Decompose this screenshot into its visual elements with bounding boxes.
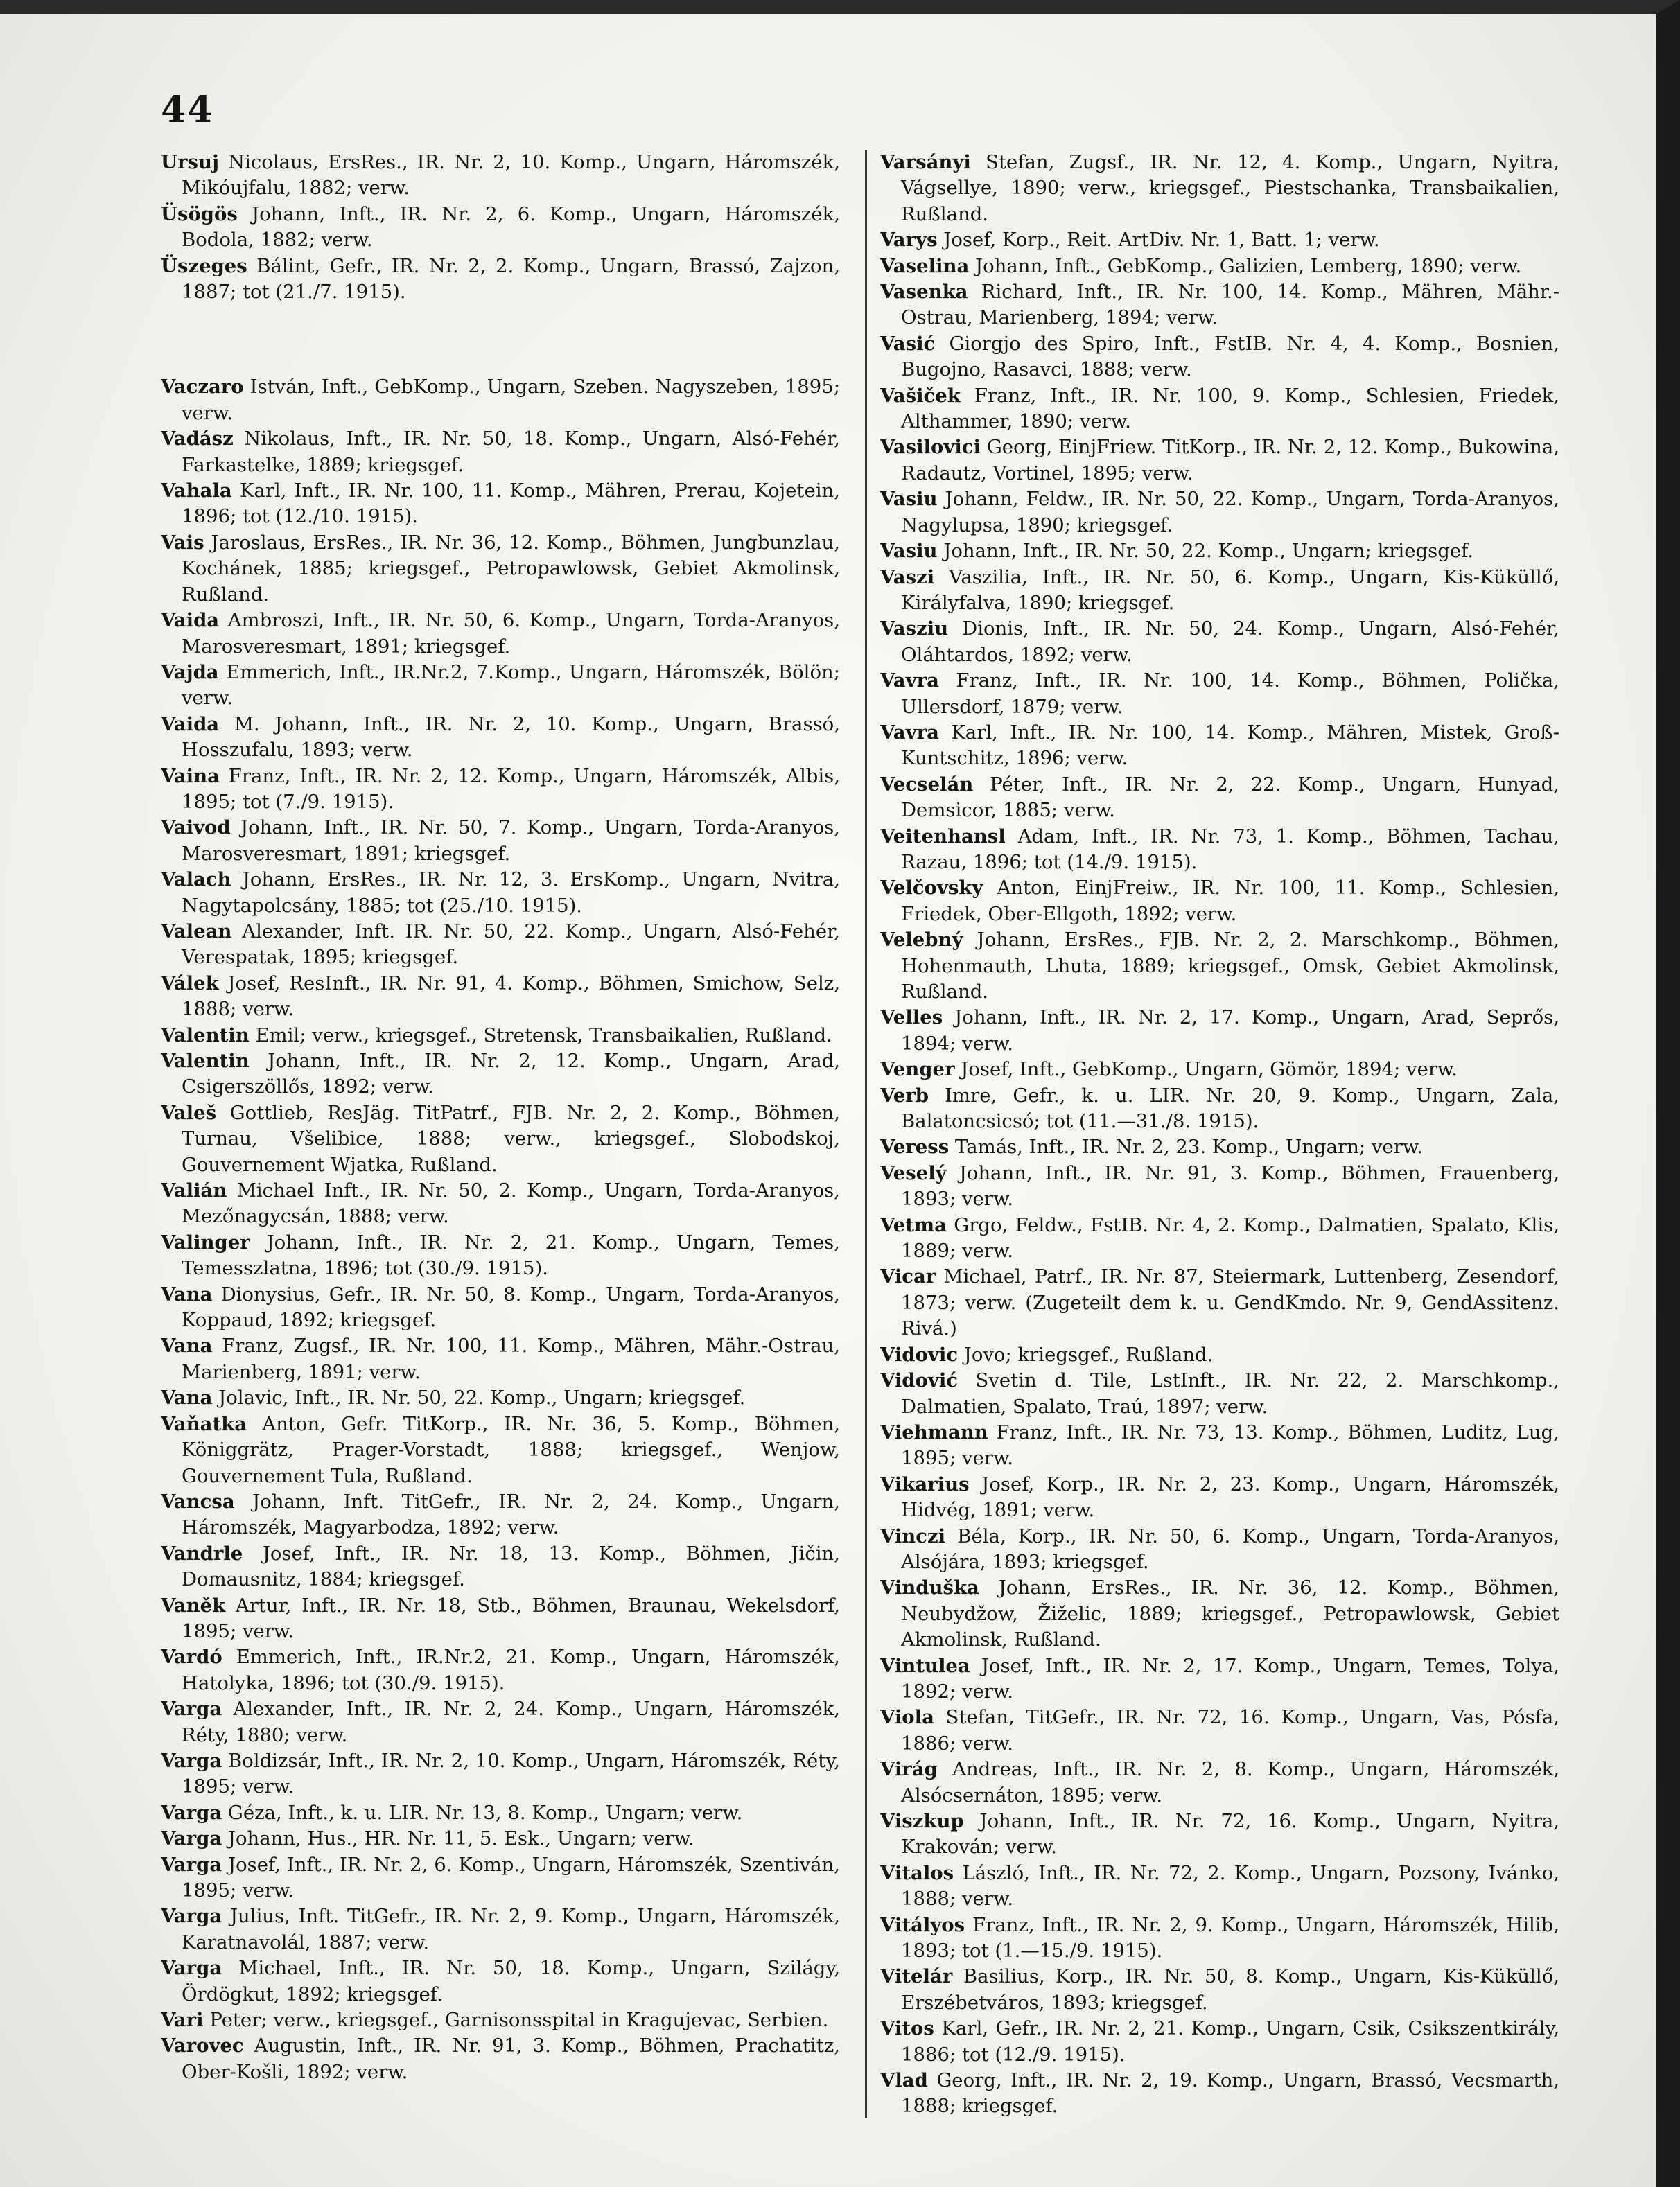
entry-surname: Ursuj	[161, 151, 219, 173]
entry-surname: Varga	[161, 1827, 222, 1850]
roster-entry	[161, 2008, 840, 2033]
roster-entry	[161, 1230, 840, 1282]
entry-surname: Verb	[880, 1084, 929, 1107]
entry-surname: Varys	[880, 229, 938, 252]
entry-surname: Vitelár	[880, 1965, 953, 1988]
entry-surname: Vandrle	[161, 1542, 243, 1565]
entry-details: Stefan, TitGefr., IR. Nr. 72, 16. Komp., Ungarn, Vas, Pósfa, 1886; verw.	[901, 1706, 1559, 1755]
entry-details: Alexander, Inft. IR. Nr. 50, 22. Komp., Ungarn, Alsó-Fehér, Verespatak, 1895; kriegsgef.	[182, 920, 840, 969]
entry-details: László, Inft., IR. Nr. 72, 2. Komp., Ungarn, Pozsony, Ivánko, 1888; verw.	[901, 1861, 1559, 1911]
entry-details: Franz, Inft., IR. Nr. 2, 12. Komp., Ungarn, Háromszék, Albis, 1895; tot (7./9. 1915).	[182, 764, 840, 813]
roster-entry	[161, 1852, 840, 1904]
entry-surname: Vitályos	[880, 1913, 965, 1936]
entry-details: Michael, Inft., IR. Nr. 50, 18. Komp., Ungarn, Szilágy, Ördögkut, 1892; kriegsgef.	[182, 1957, 841, 2005]
entry-surname: Varga	[161, 1698, 222, 1721]
entry-details: Stefan, Zugsf., IR. Nr. 12, 4. Komp., Ungarn, Nyitra, Vágsellye, 1890; verw., kriegsgef., Piestschanka, Transbaikalien, Rußland.	[901, 151, 1559, 225]
roster-entry	[880, 1472, 1559, 1524]
roster-entry	[880, 1913, 1559, 1965]
roster-entry	[161, 1333, 840, 1385]
entry-details: Anton, Gefr. TitKorp., IR. Nr. 36, 5. Komp., Böhmen, Königgrätz, Prager-Vorstadt, 1888; kriegsgef., Wenjow, Gouvernement Tula, Rußland.	[182, 1412, 840, 1487]
entry-details: Grgo, Feldw., FstIB. Nr. 4, 2. Komp., Dalmatien, Spalato, Klis, 1889; verw.	[901, 1213, 1559, 1263]
entry-surname: Vinduška	[880, 1576, 979, 1599]
entry-details: Alexander, Inft., IR. Nr. 2, 24. Komp., Ungarn, Háromszék, Réty, 1880; verw.	[182, 1698, 840, 1746]
roster-entry	[161, 1956, 840, 2008]
roster-entry	[880, 1575, 1559, 1653]
entry-surname: Varga	[161, 1853, 222, 1876]
entry-details: Franz, Inft., IR. Nr. 73, 13. Komp., Böhmen, Luditz, Lug, 1895; verw.	[901, 1421, 1559, 1470]
entry-surname: Vicar	[880, 1265, 936, 1288]
entry-surname: Valach	[161, 868, 231, 891]
entry-surname: Viszkup	[880, 1810, 964, 1832]
roster-entry	[880, 1161, 1559, 1213]
entry-details: Karl, Inft., IR. Nr. 100, 11. Komp., Mähren, Prerau, Kojetein, 1896; tot (12./10. 1915).	[182, 480, 840, 528]
roster-entry	[880, 616, 1559, 668]
roster-entry	[161, 1904, 840, 1956]
entry-surname: Valean	[161, 920, 232, 942]
entry-surname: Vadász	[161, 428, 234, 450]
entry-details: Richard, Inft., IR. Nr. 100, 14. Komp., Mähren, Mähr.-Ostrau, Marienberg, 1894; verw.	[901, 281, 1559, 329]
entry-details: Karl, Inft., IR. Nr. 100, 14. Komp., Mähren, Mistek, Groß-Kuntschitz, 1896; verw.	[901, 721, 1559, 770]
entry-surname: Vasenka	[880, 281, 968, 304]
entry-details: Franz, Zugsf., IR. Nr. 100, 11. Komp., Mähren, Mähr.-Ostrau, Marienberg, 1891; verw.	[182, 1335, 841, 1383]
roster-entry	[880, 279, 1559, 331]
roster-entry	[161, 478, 840, 530]
entry-surname: Vintulea	[880, 1654, 970, 1677]
page-number: 44	[161, 89, 214, 131]
roster-entry	[161, 1100, 840, 1178]
entry-details: Johann, Inft., IR. Nr. 50, 22. Komp., Ungarn; kriegsgef.	[943, 540, 1474, 563]
entry-surname: Vinczi	[880, 1525, 946, 1547]
roster-entry	[161, 1048, 840, 1100]
roster-entry	[161, 1412, 840, 1489]
entry-surname: Válek	[161, 972, 219, 994]
entry-surname: Vais	[161, 531, 204, 554]
entry-surname: Velčovsky	[880, 877, 983, 899]
entry-surname: Vaselina	[880, 254, 970, 277]
entry-surname: Vitalos	[880, 1861, 954, 1884]
entry-surname: Vana	[161, 1387, 213, 1409]
roster-entry	[880, 1005, 1559, 1057]
entry-surname: Üsögös	[161, 202, 238, 225]
entry-surname: Valián	[161, 1179, 227, 1202]
entry-details: Bálint, Gefr., IR. Nr. 2, 2. Komp., Ungarn, Brassó, Zajzon, 1887; tot (21./7. 1915).	[182, 254, 840, 304]
entry-surname: Vavra	[880, 669, 939, 692]
entry-surname: Varga	[161, 1905, 222, 1928]
entry-surname: Vaida	[161, 712, 220, 735]
entry-details: Johann, Inft., IR. Nr. 2, 12. Komp., Ungarn, Arad, Csigerszöllős, 1892; verw.	[182, 1050, 840, 1098]
entry-surname: Venger	[880, 1058, 955, 1081]
entry-details: Johann, Inft., GebKomp., Galizien, Lemberg, 1890; verw.	[975, 254, 1522, 277]
roster-entry	[161, 1282, 840, 1334]
letter-section-gap	[161, 305, 840, 374]
entry-details: Emil; verw., kriegsgef., Stretensk, Transbaikalien, Rußland.	[255, 1024, 832, 1046]
entry-surname: Vasziu	[880, 617, 949, 640]
roster-entry	[161, 1178, 840, 1230]
entry-details: Josef, Inft., IR. Nr. 2, 17. Komp., Ungarn, Temes, Tolya, 1892; verw.	[901, 1654, 1559, 1703]
entry-surname: Vlad	[880, 2069, 928, 2092]
entry-surname: Valentin	[161, 1050, 250, 1072]
entry-details: Johann, Inft., IR. Nr. 2, 17. Komp., Ungarn, Arad, Seprős, 1894; verw.	[901, 1006, 1559, 1055]
roster-entry	[880, 486, 1559, 538]
entry-details: Jovo; kriegsgef., Rußland.	[963, 1343, 1214, 1366]
entry-details: Vaszilia, Inft., IR. Nr. 50, 6. Komp., Ungarn, Kis-Küküllő, Királyfalva, 1890; kriegsgef.	[901, 565, 1559, 614]
entry-details: Géza, Inft., k. u. LIR. Nr. 13, 8. Komp., Ungarn; verw.	[227, 1801, 743, 1824]
entry-details: Nicolaus, ErsRes., IR. Nr. 2, 10. Komp., Ungarn, Háromszék, Mikóujfalu, 1882; verw.	[182, 151, 840, 200]
entry-details: Johann, Inft., IR. Nr. 2, 6. Komp., Ungarn, Háromszék, Bodola, 1882; verw.	[182, 202, 841, 252]
roster-entry	[880, 1420, 1559, 1472]
entry-surname: Vaňatka	[161, 1412, 247, 1435]
roster-entry	[161, 1800, 840, 1826]
entry-details: Josef, Inft., GebKomp., Ungarn, Gömör, 1894; verw.	[961, 1058, 1458, 1081]
entry-surname: Vidović	[880, 1369, 959, 1392]
entry-surname: Vidovic	[880, 1343, 959, 1366]
roster-entry	[880, 1368, 1559, 1420]
roster-entry	[880, 434, 1559, 486]
roster-entry	[880, 875, 1559, 927]
entry-details: Artur, Inft., IR. Nr. 18, Stb., Böhmen, Braunau, Wekelsdorf, 1895; verw.	[182, 1594, 840, 1642]
entry-details: Franz, Inft., IR. Nr. 100, 9. Komp., Schlesien, Friedek, Althammer, 1890; verw.	[901, 384, 1559, 433]
entry-details: Johann, Inft., IR. Nr. 91, 3. Komp., Böhmen, Frauenberg, 1893; verw.	[901, 1161, 1559, 1211]
roster-entry	[161, 1489, 840, 1541]
roster-entry	[161, 1023, 840, 1048]
entry-details: Johann, Inft., IR. Nr. 50, 7. Komp., Ungarn, Torda-Aranyos, Marosveresmart, 1891; kriegsgef.	[182, 816, 840, 865]
roster-entry	[880, 227, 1559, 253]
entry-details: Basilius, Korp., IR. Nr. 50, 8. Komp., Ungarn, Kis-Küküllő, Erszébetváros, 1893; kriegsgef.	[901, 1965, 1559, 2014]
roster-entry	[880, 254, 1559, 279]
entry-details: Gottlieb, ResJäg. TitPatrf., FJB. Nr. 2, 2. Komp., Böhmen, Turnau, Všelibice, 1888; verw., kriegsgef., Slobodskoj, Gouvernement Wjatka, Rußland.	[182, 1101, 840, 1176]
entry-details: Andreas, Inft., IR. Nr. 2, 8. Komp., Ungarn, Háromszék, Alsócsernáton, 1895; verw.	[901, 1758, 1559, 1807]
entry-details: Michael, Patrf., IR. Nr. 87, Steiermark, Luttenberg, Zesendorf, 1873; verw. (Zugeteilt dem k. u. GendKmdo. Nr. 9, GendAssitenz. Rivá.)	[901, 1265, 1559, 1340]
roster-entry	[880, 668, 1559, 720]
entry-details: Emmerich, Inft., IR.Nr.2, 7.Komp., Ungarn, Háromszék, Bölön; verw.	[182, 660, 840, 710]
entry-details: Jaroslaus, ErsRes., IR. Nr. 36, 12. Komp., Böhmen, Jungbunzlau, Kochánek, 1885; kriegsgef., Petropawlowsk, Gebiet Akmolinsk, Rußland.	[182, 531, 840, 606]
entry-surname: Vaczaro	[161, 376, 244, 398]
entry-surname: Vahala	[161, 480, 232, 502]
roster-entry	[880, 1861, 1559, 1913]
roster-entry	[880, 150, 1559, 227]
entry-surname: Vana	[161, 1283, 213, 1306]
entry-surname: Vardó	[161, 1646, 222, 1669]
entry-details: Ambroszi, Inft., IR. Nr. 50, 6. Komp., Ungarn, Torda-Aranyos, Marosveresmart, 1891; kriegsgef.	[182, 609, 840, 658]
left-column	[161, 150, 840, 2085]
roster-entry	[880, 331, 1559, 383]
entry-surname: Vaněk	[161, 1594, 226, 1617]
entry-details: István, Inft., GebKomp., Ungarn, Szeben. Nagyszeben, 1895; verw.	[182, 376, 840, 424]
roster-entry	[161, 971, 840, 1023]
entry-details: Johann, ErsRes., IR. Nr. 36, 12. Komp., Böhmen, Neubydžow, Žiželic, 1889; kriegsgef., Petropawlowsk, Gebiet Akmolinsk, Rußland.	[901, 1576, 1559, 1651]
entry-details: Franz, Inft., IR. Nr. 2, 9. Komp., Ungarn, Háromszék, Hilib, 1893; tot (1.—15./9. 1915).	[901, 1913, 1559, 1962]
roster-entry	[880, 1524, 1559, 1576]
roster-entry	[880, 1705, 1559, 1757]
entry-surname: Varsányi	[880, 151, 971, 173]
entry-surname: Vasić	[880, 332, 936, 355]
entry-details: Emmerich, Inft., IR.Nr.2, 21. Komp., Ungarn, Háromszék, Hatolyka, 1896; tot (30./9. 1915).	[182, 1646, 840, 1694]
entry-surname: Üszeges	[161, 254, 247, 277]
roster-entry	[880, 927, 1559, 1005]
entry-surname: Vašiček	[880, 384, 961, 407]
entry-details: Boldizsár, Inft., IR. Nr. 2, 10. Komp., Ungarn, Háromszék, Réty, 1895; verw.	[182, 1749, 840, 1798]
entry-surname: Vetma	[880, 1213, 947, 1236]
entry-details: Georg, Inft., IR. Nr. 2, 19. Komp., Ungarn, Brassó, Vecsmarth, 1888; kriegsgef.	[901, 2069, 1559, 2118]
entry-details: Josef, Inft., IR. Nr. 2, 6. Komp., Ungarn, Háromszék, Szentiván, 1895; verw.	[182, 1853, 840, 1901]
roster-entry	[880, 2016, 1559, 2068]
column-divider	[865, 150, 867, 2118]
entry-details: Tamás, Inft., IR. Nr. 2, 23. Komp., Ungarn; verw.	[955, 1136, 1423, 1159]
right-column	[880, 150, 1559, 2120]
roster-entry	[880, 1653, 1559, 1705]
roster-entry	[880, 720, 1559, 772]
roster-entry	[880, 1213, 1559, 1265]
entry-details: Giorgjo des Spiro, Inft., FstIB. Nr. 4, 4. Komp., Bosnien, Bugojno, Rasavci, 1888; verw.	[901, 332, 1559, 381]
entry-surname: Vana	[161, 1335, 213, 1358]
roster-entry	[161, 1593, 840, 1645]
entry-surname: Valentin	[161, 1024, 250, 1046]
entry-details: Jolavic, Inft., IR. Nr. 50, 22. Komp., Ungarn; kriegsgef.	[218, 1387, 746, 1409]
roster-entry	[161, 1541, 840, 1593]
entry-surname: Veitenhansl	[880, 825, 1006, 847]
roster-entry	[161, 815, 840, 867]
roster-entry	[880, 1134, 1559, 1160]
entry-surname: Vaszi	[880, 565, 935, 588]
roster-entry	[161, 1826, 840, 1852]
entry-surname: Vaivod	[161, 816, 231, 839]
entry-surname: Varga	[161, 1801, 222, 1824]
entry-surname: Vancsa	[161, 1490, 235, 1513]
roster-entry	[161, 530, 840, 608]
roster-entry	[161, 202, 840, 254]
roster-entry	[880, 1057, 1559, 1082]
entry-surname: Vavra	[880, 721, 939, 744]
entry-surname: Vasiu	[880, 488, 938, 511]
entry-surname: Vajda	[161, 660, 219, 683]
entry-surname: Viehmann	[880, 1421, 988, 1443]
roster-entry	[161, 1748, 840, 1800]
entry-surname: Veress	[880, 1136, 950, 1159]
roster-entry	[880, 1264, 1559, 1342]
roster-entry	[880, 565, 1559, 617]
roster-entry	[161, 1385, 840, 1411]
roster-entry	[880, 383, 1559, 435]
roster-entry	[161, 150, 840, 202]
entry-surname: Vecselán	[880, 773, 974, 796]
entry-details: Dionysius, Gefr., IR. Nr. 50, 8. Komp., Ungarn, Torda-Aranyos, Koppaud, 1892; kriegsgef.	[182, 1283, 840, 1332]
roster-entry	[161, 919, 840, 971]
entry-surname: Vitos	[880, 2017, 934, 2040]
entry-details: Nikolaus, Inft., IR. Nr. 50, 18. Komp., Ungarn, Alsó-Fehér, Farkastelke, 1889; kriegsgef.	[182, 428, 840, 476]
entry-details: Johann, Inft., IR. Nr. 72, 16. Komp., Ungarn, Nyitra, Krakován; verw.	[901, 1810, 1559, 1859]
entry-details: Franz, Inft., IR. Nr. 100, 14. Komp., Böhmen, Polička, Ullersdorf, 1879; verw.	[901, 669, 1559, 718]
entry-details: Dionis, Inft., IR. Nr. 50, 24. Komp., Ungarn, Alsó-Fehér, Oláhtardos, 1892; verw.	[901, 617, 1560, 666]
roster-entry	[880, 538, 1559, 564]
entry-surname: Vasilovici	[880, 436, 981, 459]
roster-entry	[161, 712, 840, 764]
entry-details: Johann, Inft. TitGefr., IR. Nr. 2, 24. Komp., Ungarn, Háromszék, Magyarbodza, 1892; verw.	[182, 1490, 840, 1539]
entry-details: Imre, Gefr., k. u. LIR. Nr. 20, 9. Komp., Ungarn, Zala, Balatoncsicsó; tot (11.—31./8. 1915).	[901, 1084, 1559, 1133]
entry-details: Augustin, Inft., IR. Nr. 91, 3. Komp., Böhmen, Prachatitz, Ober-Košli, 1892; verw.	[182, 2035, 840, 2083]
roster-entry	[161, 608, 840, 660]
entry-surname: Vaina	[161, 764, 220, 787]
entry-surname: Vari	[161, 2009, 204, 2032]
entry-details: Josef, Inft., IR. Nr. 18, 13. Komp., Böhmen, Jičin, Domausnitz, 1884; kriegsgef.	[182, 1542, 841, 1591]
entry-details: Johann, ErsRes., IR. Nr. 12, 3. ErsKomp., Ungarn, Nvitra, Nagytapolcsány, 1885; tot (25./10. 1915).	[182, 868, 840, 917]
roster-entry	[880, 2068, 1559, 2120]
entry-details: Georg, EinjFriew. TitKorp., IR. Nr. 2, 12. Komp., Bukowina, Radautz, Vortinel, 1895; verw.	[901, 436, 1560, 484]
roster-entry	[161, 764, 840, 816]
roster-entry	[880, 1083, 1559, 1135]
roster-entry	[161, 660, 840, 712]
entry-details: Adam, Inft., IR. Nr. 73, 1. Komp., Böhmen, Tachau, Razau, 1896; tot (14./9. 1915).	[901, 825, 1559, 873]
entry-details: Johann, ErsRes., FJB. Nr. 2, 2. Marschkomp., Böhmen, Hohenmauth, Lhuta, 1889; kriegsgef., Omsk, Gebiet Akmolinsk, Rußland.	[901, 929, 1559, 1003]
entry-details: Josef, Korp., IR. Nr. 2, 23. Komp., Ungarn, Háromszék, Hidvég, 1891; verw.	[901, 1473, 1559, 1522]
roster-entry	[880, 772, 1559, 824]
entry-details: Anton, EinjFreiw., IR. Nr. 100, 11. Komp., Schlesien, Friedek, Ober-Ellgoth, 1892; verw.	[901, 877, 1559, 925]
entry-details: Béla, Korp., IR. Nr. 50, 6. Komp., Ungarn, Torda-Aranyos, Alsójára, 1893; kriegsgef.	[901, 1525, 1559, 1573]
roster-entry	[161, 1644, 840, 1696]
roster-entry	[161, 254, 840, 306]
entry-surname: Velles	[880, 1006, 943, 1029]
entry-details: Karl, Gefr., IR. Nr. 2, 21. Komp., Ungarn, Csik, Csikszentkirály, 1886; tot (12./9. 1915).	[901, 2017, 1559, 2066]
roster-entry	[161, 426, 840, 478]
roster-entry	[880, 1757, 1559, 1809]
entry-surname: Varovec	[161, 2035, 244, 2057]
roster-entry	[880, 824, 1559, 876]
roster-entry	[880, 1342, 1559, 1368]
entry-details: Michael Inft., IR. Nr. 50, 2. Komp., Ungarn, Torda-Aranyos, Mezőnagycsán, 1888; verw.	[182, 1179, 840, 1228]
entry-surname: Vaida	[161, 609, 220, 632]
roster-entry	[161, 867, 840, 919]
entry-details: Péter, Inft., IR. Nr. 2, 22. Komp., Ungarn, Hunyad, Demsicor, 1885; verw.	[901, 773, 1559, 822]
entry-details: Peter; verw., kriegsgef., Garnisonsspital in Kragujevac, Serbien.	[209, 2009, 829, 2032]
entry-details: Svetin d. Tile, LstInft., IR. Nr. 22, 2. Marschkomp., Dalmatien, Spalato, Traú, 1897; verw.	[901, 1369, 1559, 1418]
entry-surname: Vikarius	[880, 1473, 970, 1495]
entry-details: Johann, Hus., HR. Nr. 11, 5. Esk., Ungarn; verw.	[227, 1827, 694, 1850]
entry-details: Johann, Feldw., IR. Nr. 50, 22. Komp., Ungarn, Torda-Aranyos, Nagylupsa, 1890; kriegsgef.	[901, 488, 1559, 536]
roster-entry	[161, 374, 840, 426]
entry-details: M. Johann, Inft., IR. Nr. 2, 10. Komp., Ungarn, Brassó, Hosszufalu, 1893; verw.	[182, 712, 840, 762]
entry-details: Johann, Inft., IR. Nr. 2, 21. Komp., Ungarn, Temes, Temesszlatna, 1896; tot (30./9. 1915).	[182, 1231, 840, 1280]
entry-surname: Varga	[161, 1957, 222, 1980]
entry-surname: Valeš	[161, 1101, 217, 1124]
roster-entry	[880, 1964, 1559, 2016]
roster-entry	[161, 1696, 840, 1748]
entry-details: Josef, ResInft., IR. Nr. 91, 4. Komp., Böhmen, Smichow, Selz, 1888; verw.	[182, 972, 840, 1021]
entry-details: Julius, Inft. TitGefr., IR. Nr. 2, 9. Komp., Ungarn, Háromszék, Karatnavolál, 1887; verw.	[182, 1905, 840, 1953]
entry-surname: Veselý	[880, 1161, 947, 1184]
entry-surname: Valinger	[161, 1231, 250, 1254]
entry-details: Josef, Korp., Reit. ArtDiv. Nr. 1, Batt. 1; verw.	[943, 229, 1380, 252]
roster-entry	[880, 1809, 1559, 1861]
entry-surname: Velebný	[880, 929, 963, 951]
entry-surname: Varga	[161, 1749, 222, 1772]
roster-entry	[161, 2033, 840, 2085]
entry-surname: Viola	[880, 1706, 934, 1729]
entry-surname: Vasiu	[880, 540, 938, 563]
entry-surname: Virág	[880, 1758, 938, 1781]
